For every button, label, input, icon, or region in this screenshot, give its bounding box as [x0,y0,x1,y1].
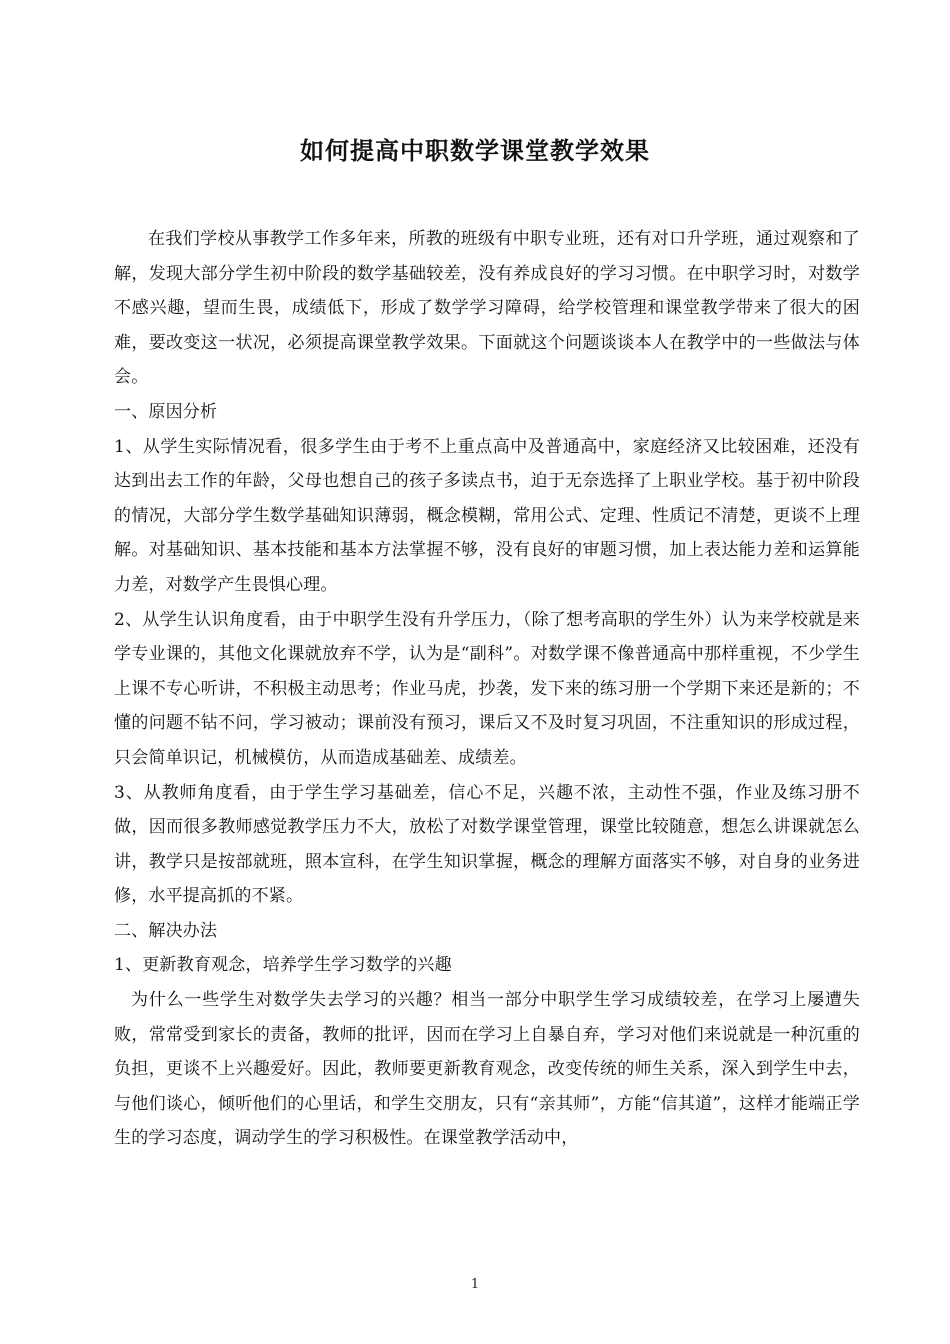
document-body [114,222,860,1156]
cause-paragraph-3: 3、从教师角度看，由于学生学习基础差，信心不足，兴趣不浓，主动性不强，作业及练习册不做，因而很多教师感觉教学压力不大，放松了对数学课堂管理，课堂比较随意，想怎么讲课就怎么讲，教学只是按部就班，照本宣科，在学生知识掌握，概念的理解方面落实不够，对自身的业务进修，水平提高抓的不紧。 [114,782,860,907]
page-number: 1 [470,1277,480,1292]
intro-paragraph: 在我们学校从事教学工作多年来，所教的班级有中职专业班，还有对口升学班，通过观察和了解，发现大部分学生初中阶段的数学基础较差，没有养成良好的学习习惯。在中职学习时，对数学不感兴趣，望而生畏，成绩低下，形成了数学学习障碍，给学校管理和课堂教学带来了很大的困难，要改变这一状况，必须提高课堂教学效果。下面就这个问题谈谈本人在教学中的一些做法与体会。 [114,229,860,388]
section-heading-cause-analysis: 一、原因分析 [114,401,218,422]
cause-paragraph-1: 1、从学生实际情况看，很多学生由于考不上重点高中及普通高中，家庭经济又比较困难，还没有达到出去工作的年龄，父母也想自己的孩子多读点书，迫于无奈选择了上职业学校。基于初中阶段的情况，大部分学生数学基础知识薄弱，概念模糊，常用公式、定理、性质记不清楚，更谈不上理解。对基础知识、基本技能和基本方法掌握不够，没有良好的审题习惯，加上表达能力差和运算能力差，对数学产生畏惧心理。 [114,436,860,595]
subheading-solution-1: 1、更新教育观念，培养学生学习数学的兴趣 [114,955,452,976]
solution-paragraph-1: 为什么一些学生对数学失去学习的兴趣？相当一部分中职学生学习成绩较差，在学习上屡遭失败，常常受到家长的责备，教师的批评，因而在学习上自暴自弃，学习对他们来说就是一种沉重的负担，更谈不上兴趣爱好。因此，教师要更新教育观念，改变传统的师生关系，深入到学生中去，与他们谈心，倾听他们的心里话，和学生交朋友，只有“亲其师”，方能“信其道”，这样才能端正学生的学习态度，调动学生的学习积极性。在课堂教学活动中， [114,990,860,1149]
document-title: 如何提高中职数学课堂教学效果 [300,136,650,165]
section-heading-solutions: 二、解决办法 [114,920,218,941]
cause-paragraph-2: 2、从学生认识角度看，由于中职学生没有升学压力，（除了想考高职的学生外）认为来学校就是来学专业课的，其他文化课就放弃不学，认为是“副科”。对数学课不像普通高中那样重视，不少学生上课不专心听讲，不积极主动思考；作业马虎，抄袭，发下来的练习册一个学期下来还是新的；不懂的问题不钻不问，学习被动；课前没有预习，课后又不及时复习巩固，不注重知识的形成过程，只会简单识记，机械模仿，从而造成基础差、成绩差。 [114,609,860,768]
